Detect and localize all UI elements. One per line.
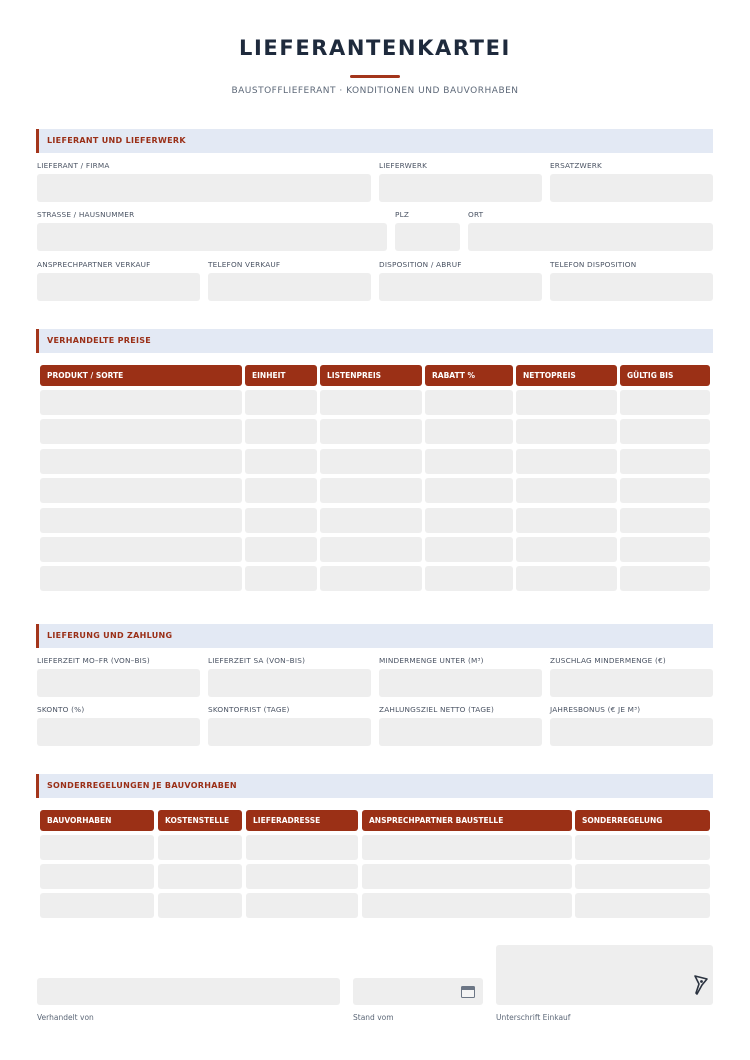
prices-cell[interactable]	[40, 478, 242, 503]
section-title: LIEFERANT UND LIEFERWERK	[47, 136, 186, 145]
projects-header-3	[362, 810, 572, 831]
signature-field[interactable]	[496, 945, 713, 1005]
prices-cell[interactable]	[320, 449, 422, 474]
prices-cell[interactable]	[516, 419, 617, 444]
prices-cell[interactable]	[40, 449, 242, 474]
projects-cell[interactable]	[362, 835, 572, 860]
projects-cell[interactable]	[362, 864, 572, 889]
prices-cell[interactable]	[425, 419, 513, 444]
prices-header-2	[320, 365, 422, 386]
prices-cell[interactable]	[245, 566, 317, 591]
section-header-delivery	[36, 624, 713, 648]
prices-cell[interactable]	[320, 566, 422, 591]
prices-cell[interactable]	[620, 449, 710, 474]
section-header-prices	[36, 329, 713, 353]
label-mindermenge: MINDERMENGE UNTER (M³)	[379, 656, 484, 665]
label-telefon-verkauf: TELEFON VERKAUF	[208, 260, 281, 269]
projects-cell[interactable]	[246, 893, 358, 918]
plz-field[interactable]	[395, 223, 460, 251]
prices-header-0	[40, 365, 242, 386]
telefon-disposition-field[interactable]	[550, 273, 713, 301]
title-underline	[350, 75, 400, 78]
skontofrist-field[interactable]	[208, 718, 371, 746]
prices-cell[interactable]	[620, 390, 710, 415]
prices-cell[interactable]	[320, 537, 422, 562]
column-header-label: LISTENPREIS	[327, 371, 382, 380]
prices-cell[interactable]	[245, 390, 317, 415]
label-skonto: SKONTO (%)	[37, 705, 85, 714]
ersatzwerk-field[interactable]	[550, 174, 713, 202]
projects-cell[interactable]	[246, 864, 358, 889]
label-ersatzwerk: ERSATZWERK	[550, 161, 603, 170]
projects-cell[interactable]	[158, 893, 242, 918]
prices-cell[interactable]	[320, 390, 422, 415]
prices-cell[interactable]	[620, 478, 710, 503]
prices-cell[interactable]	[40, 508, 242, 533]
section-title: SONDERREGELUNGEN JE BAUVORHABEN	[47, 781, 237, 790]
column-header-label: KOSTENSTELLE	[165, 816, 230, 825]
prices-cell[interactable]	[245, 508, 317, 533]
lieferzeit-mofr-field[interactable]	[37, 669, 200, 697]
projects-cell[interactable]	[40, 835, 154, 860]
column-header-label: LIEFERADRESSE	[253, 816, 321, 825]
prices-header-4	[516, 365, 617, 386]
prices-header-5	[620, 365, 710, 386]
label-zuschlag: ZUSCHLAG MINDERMENGE (€)	[550, 656, 666, 665]
prices-cell[interactable]	[425, 449, 513, 474]
negotiated-by-label: Verhandelt von	[37, 1013, 94, 1022]
projects-cell[interactable]	[246, 835, 358, 860]
section-header-projects	[36, 774, 713, 798]
negotiated-by-field[interactable]	[37, 978, 340, 1005]
projects-cell[interactable]	[575, 893, 710, 918]
label-ansprechpartner: ANSPRECHPARTNER VERKAUF	[37, 260, 151, 269]
column-header-label: BAUVORHABEN	[47, 816, 112, 825]
signature-label: Unterschrift Einkauf	[496, 1013, 571, 1022]
label-jahresbonus: JAHRESBONUS (€ JE M³)	[550, 705, 641, 714]
label-skontofrist: SKONTOFRIST (TAGE)	[208, 705, 290, 714]
projects-cell[interactable]	[575, 864, 710, 889]
ansprechpartner-field[interactable]	[37, 273, 200, 301]
section-header-supplier	[36, 129, 713, 153]
projects-cell[interactable]	[575, 835, 710, 860]
prices-cell[interactable]	[516, 390, 617, 415]
prices-cell[interactable]	[245, 419, 317, 444]
label-ort: ORT	[468, 210, 484, 219]
column-header-label: SONDERREGELUNG	[582, 816, 663, 825]
prices-cell[interactable]	[425, 390, 513, 415]
prices-cell[interactable]	[620, 537, 710, 562]
projects-cell[interactable]	[362, 893, 572, 918]
prices-cell[interactable]	[516, 566, 617, 591]
page-title: LIEFERANTENKARTEI	[239, 36, 511, 60]
projects-cell[interactable]	[40, 864, 154, 889]
label-firma: LIEFERANT / FIRMA	[37, 161, 110, 170]
strasse-field[interactable]	[37, 223, 387, 251]
column-header-label: NETTOPREIS	[523, 371, 576, 380]
column-header-label: ANSPRECHPARTNER BAUSTELLE	[369, 816, 504, 825]
prices-cell[interactable]	[320, 478, 422, 503]
projects-header-4	[575, 810, 710, 831]
zuschlag-field[interactable]	[550, 669, 713, 697]
column-header-label: EINHEIT	[252, 371, 286, 380]
projects-header-2	[246, 810, 358, 831]
column-header-label: RABATT %	[432, 371, 476, 380]
page-subtitle: BAUSTOFFLIEFERANT · KONDITIONEN UND BAUVORHABEN	[231, 86, 519, 96]
calendar-icon[interactable]	[461, 986, 475, 998]
label-lieferzeit-mofr: LIEFERZEIT MO–FR (VON–BIS)	[37, 656, 150, 665]
projects-cell[interactable]	[40, 893, 154, 918]
prices-header-3	[425, 365, 513, 386]
label-telefon-disposition: TELEFON DISPOSITION	[550, 260, 637, 269]
prices-cell[interactable]	[320, 508, 422, 533]
section-title: VERHANDELTE PREISE	[47, 336, 152, 345]
prices-cell[interactable]	[620, 566, 710, 591]
projects-header-1	[158, 810, 242, 831]
label-zahlungsziel: ZAHLUNGSZIEL NETTO (TAGE)	[379, 705, 495, 714]
mindermenge-field[interactable]	[379, 669, 542, 697]
jahresbonus-field[interactable]	[550, 718, 713, 746]
projects-cell[interactable]	[158, 864, 242, 889]
lieferzeit-sa-field[interactable]	[208, 669, 371, 697]
prices-cell[interactable]	[620, 508, 710, 533]
skonto-field[interactable]	[37, 718, 200, 746]
firma-field[interactable]	[37, 174, 371, 202]
prices-cell[interactable]	[425, 478, 513, 503]
prices-cell[interactable]	[40, 537, 242, 562]
prices-cell[interactable]	[516, 537, 617, 562]
ort-field[interactable]	[468, 223, 713, 251]
column-header-label: PRODUKT / SORTE	[47, 371, 124, 380]
label-lieferzeit-sa: LIEFERZEIT SA (VON–BIS)	[208, 656, 306, 665]
telefon-verkauf-field[interactable]	[208, 273, 371, 301]
label-strasse: STRASSE / HAUSNUMMER	[37, 210, 135, 219]
pen-nib-icon	[693, 974, 709, 996]
prices-cell[interactable]	[245, 478, 317, 503]
prices-cell[interactable]	[516, 449, 617, 474]
prices-cell[interactable]	[425, 537, 513, 562]
lieferwerk-field[interactable]	[379, 174, 542, 202]
label-plz: PLZ	[395, 210, 410, 219]
date-field[interactable]	[353, 978, 483, 1005]
prices-header-1	[245, 365, 317, 386]
prices-cell[interactable]	[40, 419, 242, 444]
date-label: Stand vom	[353, 1013, 394, 1022]
prices-cell[interactable]	[516, 508, 617, 533]
prices-cell[interactable]	[245, 537, 317, 562]
prices-cell[interactable]	[516, 478, 617, 503]
prices-cell[interactable]	[40, 566, 242, 591]
prices-cell[interactable]	[320, 419, 422, 444]
section-title: LIEFERUNG UND ZAHLUNG	[47, 631, 173, 640]
disposition-field[interactable]	[379, 273, 542, 301]
prices-cell[interactable]	[620, 419, 710, 444]
prices-cell[interactable]	[425, 566, 513, 591]
prices-cell[interactable]	[425, 508, 513, 533]
prices-cell[interactable]	[40, 390, 242, 415]
label-lieferwerk: LIEFERWERK	[379, 161, 428, 170]
zahlungsziel-field[interactable]	[379, 718, 542, 746]
label-disposition: DISPOSITION / ABRUF	[379, 260, 462, 269]
column-header-label: GÜLTIG BIS	[627, 371, 674, 380]
prices-cell[interactable]	[245, 449, 317, 474]
projects-header-0	[40, 810, 154, 831]
projects-cell[interactable]	[158, 835, 242, 860]
